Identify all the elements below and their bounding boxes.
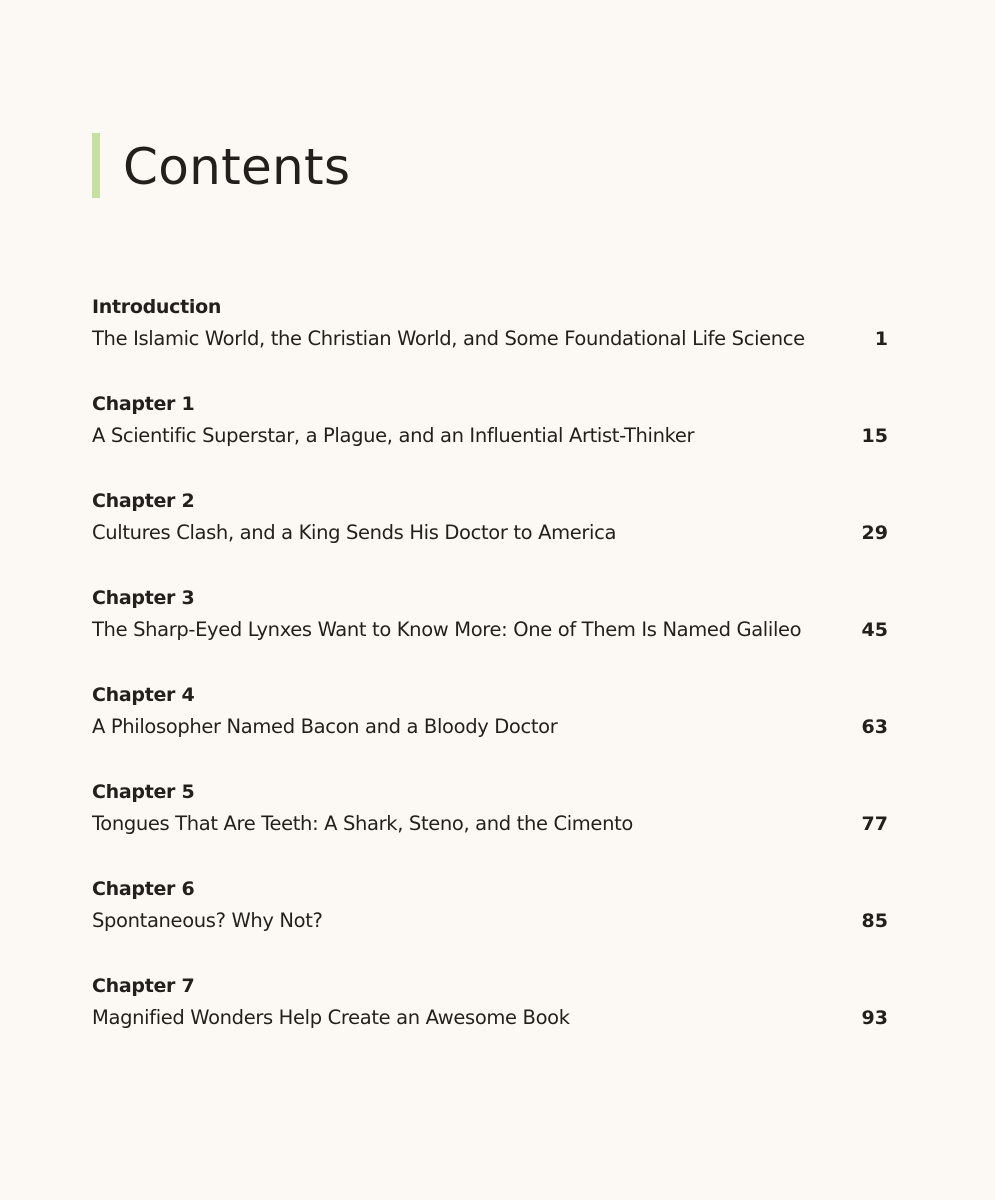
toc-entry-chapter-3[interactable] [92, 583, 888, 680]
toc-entry-label: Chapter 5 [92, 781, 195, 803]
toc-entry-page: 85 [861, 910, 888, 932]
toc-entry-label: Chapter 2 [92, 490, 195, 512]
toc-entry-title[interactable]: The Islamic World, the Christian World, and Some Foundational Life Science [92, 327, 805, 350]
toc-entry-label: Chapter 7 [92, 975, 195, 997]
title-accent-bar [92, 133, 100, 198]
toc-entry-chapter-1[interactable] [92, 389, 888, 486]
toc-entry-title[interactable]: Magnified Wonders Help Create an Awesome Book [92, 1006, 570, 1029]
toc-entry-label: Chapter 1 [92, 393, 195, 415]
toc-entry-page: 77 [861, 813, 888, 835]
toc-entry-page: 93 [861, 1007, 888, 1029]
toc-entry-label: Chapter 3 [92, 587, 195, 609]
toc-entry-chapter-6[interactable] [92, 874, 888, 971]
toc-entry-label: Chapter 4 [92, 684, 195, 706]
toc-entry-label: Introduction [92, 296, 222, 318]
toc-entry-page: 1 [874, 328, 888, 350]
toc-entry-chapter-2[interactable] [92, 486, 888, 583]
page-title: Contents [123, 138, 351, 196]
toc-entry-page: 63 [861, 716, 888, 738]
toc-entry-page: 29 [861, 522, 888, 544]
toc-entry-introduction[interactable] [92, 292, 888, 389]
toc-entry-chapter-5[interactable] [92, 777, 888, 874]
toc-entry-page: 15 [861, 425, 888, 447]
toc-entry-title[interactable]: The Sharp-Eyed Lynxes Want to Know More: One of Them Is Named Galileo [92, 618, 802, 641]
toc-entry-page: 45 [861, 619, 888, 641]
toc-entry-title[interactable]: Tongues That Are Teeth: A Shark, Steno, and the Cimento [92, 812, 633, 835]
toc-entry-title[interactable]: Cultures Clash, and a King Sends His Doctor to America [92, 521, 617, 544]
table-of-contents [92, 292, 888, 1068]
toc-entry-title[interactable]: Spontaneous? Why Not? [92, 909, 323, 932]
toc-entry-title[interactable]: A Scientific Superstar, a Plague, and an Influential Artist-Thinker [92, 424, 695, 447]
toc-entry-chapter-4[interactable] [92, 680, 888, 777]
toc-entry-chapter-7[interactable] [92, 971, 888, 1068]
toc-entry-label: Chapter 6 [92, 878, 195, 900]
toc-entry-title[interactable]: A Philosopher Named Bacon and a Bloody Doctor [92, 715, 558, 738]
